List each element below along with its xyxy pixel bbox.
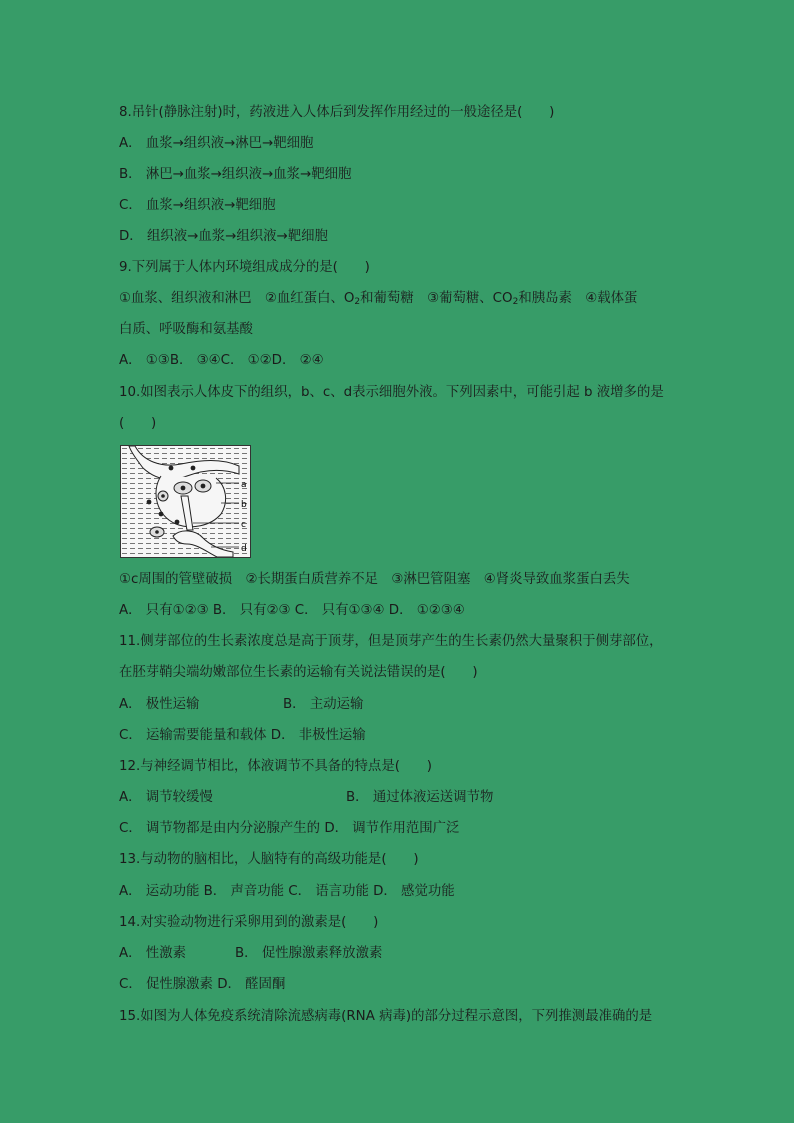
- q8-option-c: C． 血浆→组织液→靶细胞: [119, 198, 276, 213]
- diagram-label-d: d: [241, 544, 247, 554]
- tissue-diagram-svg: [121, 446, 250, 557]
- q14-options-cd: C． 促性腺激素 D． 醛固酮: [119, 977, 286, 992]
- diagram-label-b: b: [241, 500, 247, 510]
- q11-options-cd: C． 运输需要能量和载体 D． 非极性运输: [119, 728, 366, 743]
- q11-option-b: B． 主动运输: [283, 697, 364, 712]
- q9-options: A． ①③B． ③④C． ①②D． ②④: [119, 353, 324, 368]
- q12-stem: 12.与神经调节相比，体液调节不具备的特点是( ): [119, 759, 432, 774]
- q14-stem: 14.对实验动物进行采卵用到的激素是( ): [119, 915, 379, 930]
- q11-stem-1: 11.侧芽部位的生长素浓度总是高于顶芽，但是顶芽产生的生长素仍然大量聚积于侧芽部位，: [119, 634, 663, 649]
- diagram-label-a: a: [241, 480, 247, 490]
- q10-options: A． 只有①②③ B． 只有②③ C． 只有①③④ D． ①②③④: [119, 603, 465, 618]
- q11-option-a: A． 极性运输: [119, 697, 200, 712]
- q12-options-cd: C． 调节物都是由内分泌腺产生的 D． 调节作用范围广泛: [119, 821, 460, 836]
- q10-stem-1: 10.如图表示人体皮下的组织，b、c、d表示细胞外液。下列因素中，可能引起 b 液增多的是: [119, 385, 664, 400]
- q12-option-a: A． 调节较缓慢: [119, 790, 213, 805]
- q11-stem-2: 在胚芽鞘尖端幼嫩部位生长素的运输有关说法错误的是( ): [119, 665, 478, 680]
- q14-option-a: A． 性激素: [119, 946, 186, 961]
- q10-factors: ①c周围的管壁破损 ②长期蛋白质营养不足 ③淋巴管阻塞 ④肾炎导致血浆蛋白丢失: [119, 572, 630, 587]
- q9-stem: 9.下列属于人体内环境组成成分的是( ): [119, 260, 370, 275]
- q9-sub-1: 2: [354, 297, 361, 307]
- q13-options: A． 运动功能 B． 声音功能 C． 语言功能 D． 感觉功能: [119, 884, 455, 899]
- q15-stem: 15.如图为人体免疫系统清除流感病毒(RNA 病毒)的部分过程示意图，下列推测最准确的是: [119, 1009, 653, 1024]
- tissue-diagram: [120, 445, 251, 558]
- q9-text-2: 和葡萄糖 ③葡萄糖、CO: [360, 291, 513, 306]
- q12-option-b: B． 通过体液运送调节物: [346, 790, 494, 805]
- q10-stem-2: ( ): [119, 416, 157, 431]
- q14-option-b: B． 促性腺激素释放激素: [235, 946, 383, 961]
- q9-text-1: ①血浆、组织液和淋巴 ②血红蛋白、O: [119, 291, 355, 306]
- q9-choices-line2: 白质、呼吸酶和氨基酸: [119, 322, 253, 337]
- q9-sub-2: 2: [512, 297, 519, 307]
- q8-stem: 8.吊针(静脉注射)时，药液进入人体后到发挥作用经过的一般途径是( ): [119, 105, 555, 120]
- q9-choices-line1: [119, 289, 689, 312]
- q9-text-3: 和胰岛素 ④载体蛋: [518, 291, 638, 306]
- q8-option-b: B． 淋巴→血浆→组织液→血浆→靶细胞: [119, 167, 352, 182]
- q13-stem: 13.与动物的脑相比，人脑特有的高级功能是( ): [119, 852, 419, 867]
- q8-option-d: D． 组织液→血浆→组织液→靶细胞: [119, 229, 328, 244]
- diagram-label-c: c: [241, 520, 246, 530]
- q8-option-a: A． 血浆→组织液→淋巴→靶细胞: [119, 136, 314, 151]
